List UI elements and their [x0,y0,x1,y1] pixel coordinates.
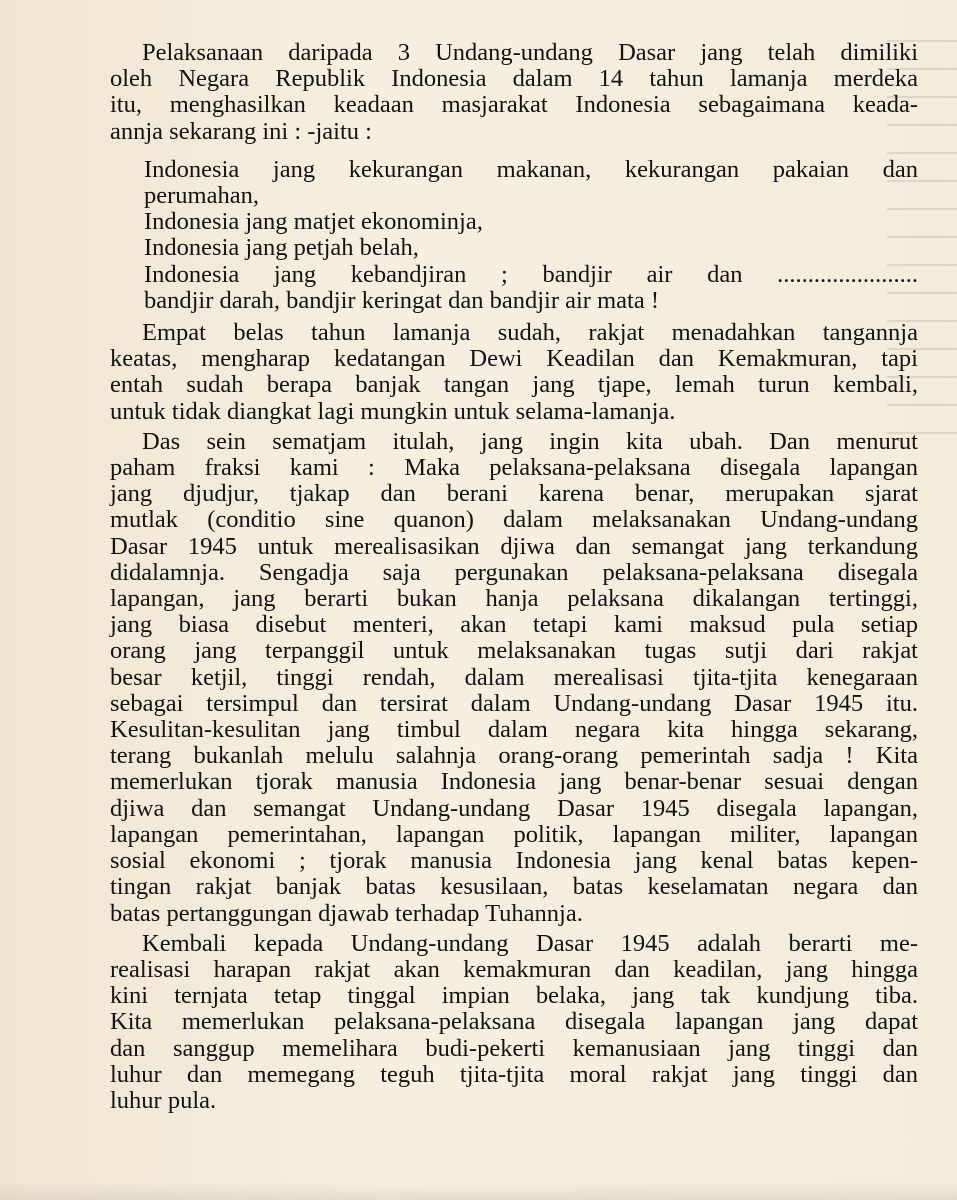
intro-paragraph [110,40,918,145]
paragraph3-line-14: memerlukan tjorak manusia Indonesia jang benar-benar sesuai dengan [110,768,918,796]
paragraph4-line-5: dan sanggup memelihara budi-pekerti kemanusiaan jang tinggi dan [110,1034,918,1062]
paragraph3-line-17: sosial ekonomi ; tjorak manusia Indonesia jang kenal batas kepen- [110,847,918,875]
indonesia-list [144,157,918,314]
paragraph4-line-6: luhur dan memegang teguh tjita-tjita moral rakjat jang tinggi dan [110,1060,918,1088]
paragraph3-line-2: paham fraksi kami : Maka pelaksana-pelaksana disegala lapangan [110,454,918,482]
paragraph4-line-1: Kembali kepada Undang-undang Dasar 1945 adalah berarti me- [142,929,918,957]
document-body [110,40,918,1114]
list-line-3: Indonesia jang matjet ekonominja, [144,208,483,236]
paragraph3-line-9: orang jang terpanggil untuk melaksanakan tugas sutji dari rakjat [110,637,918,665]
intro-line-2: oleh Negara Republik Indonesia dalam 14 tahun lamanja merdeka [110,65,918,93]
paragraph4-line-3: kini ternjata tetap tinggal impian belaka, jang tak kundjung tiba. [110,982,918,1010]
paragraph2-line-1: Empat belas tahun lamanja sudah, rakjat menadahkan tangannja [142,319,918,347]
paragraph4-line-7: luhur pula. [110,1086,217,1114]
paragraph3-line-1: Das sein sematjam itulah, jang ingin kita ubah. Dan menurut [142,427,918,455]
paragraph-das-sein [110,429,918,927]
paragraph-kembali [110,931,918,1114]
paragraph4-line-2: realisasi harapan rakjat akan kemakmuran dan keadilan, jang hingga [110,955,918,983]
list-line-1: Indonesia jang kekurangan makanan, kekurangan pakaian dan [144,155,918,183]
paragraph3-line-18: tingan rakjat banjak batas kesusilaan, batas keselamatan negara dan [110,873,918,901]
intro-line-3: itu, menghasilkan keadaan masjarakat Indonesia sebagaimana keada- [110,91,918,119]
list-line-5: Indonesia jang kebandjiran ; bandjir air dan ....................... [144,260,918,288]
paragraph3-line-11: sebagai tersimpul dan tersirat dalam Undang-undang Dasar 1945 itu. [110,689,918,717]
paragraph3-line-16: lapangan pemerintahan, lapangan politik, lapangan militer, lapangan [110,820,918,848]
list-line-6: bandjir darah, bandjir keringat dan bandjir air mata ! [144,286,659,314]
paragraph3-line-5: Dasar 1945 untuk merealisasikan djiwa dan semangat jang terkandung [110,532,918,560]
paragraph-empat-belas-tahun [110,320,918,425]
paragraph3-line-6: didalamnja. Sengadja saja pergunakan pelaksana-pelaksana disegala [110,558,918,586]
paragraph3-line-3: jang djudjur, tjakap dan berani karena benar, merupakan sjarat [110,480,918,508]
paragraph3-line-10: besar ketjil, tinggi rendah, dalam merealisasi tjita-tjita kenegaraan [110,663,918,691]
paragraph3-line-12: Kesulitan-kesulitan jang timbul dalam negara kita hingga sekarang, [110,716,918,744]
paragraph2-line-2: keatas, mengharap kedatangan Dewi Keadilan dan Kemakmuran, tapi [110,345,918,373]
page-bottom-shadow [0,1182,957,1200]
paragraph2-line-4: untuk tidak diangkat lagi mungkin untuk selama-lamanja. [110,397,676,425]
intro-line-4: annja sekarang ini : -jaitu : [110,117,372,145]
paragraph3-line-13: terang bukanlah melulu salahnja orang-orang pemerintah sadja ! Kita [110,742,918,770]
paragraph3-line-7: lapangan, jang berarti bukan hanja pelaksana dikalangan tertinggi, [110,585,918,613]
paragraph4-line-4: Kita memerlukan pelaksana-pelaksana disegala lapangan jang dapat [110,1008,918,1036]
intro-line-1: Pelaksanaan daripada 3 Undang-undang Dasar jang telah dimiliki [142,39,918,66]
paragraph3-line-8: jang biasa disebut menteri, akan tetapi kami maksud pula setiap [110,611,918,639]
paragraph2-line-3: entah sudah berapa banjak tangan jang tjape, lemah turun kembali, [110,371,918,399]
list-line-4: Indonesia jang petjah belah, [144,234,419,262]
paragraph3-line-19: batas pertanggungan djawab terhadap Tuhannja. [110,899,583,927]
paragraph3-line-4: mutlak (conditio sine quanon) dalam melaksanakan Undang-undang [110,506,918,534]
list-line-2: perumahan, [144,182,259,210]
paragraph3-line-15: djiwa dan semangat Undang-undang Dasar 1945 disegala lapangan, [110,794,918,822]
